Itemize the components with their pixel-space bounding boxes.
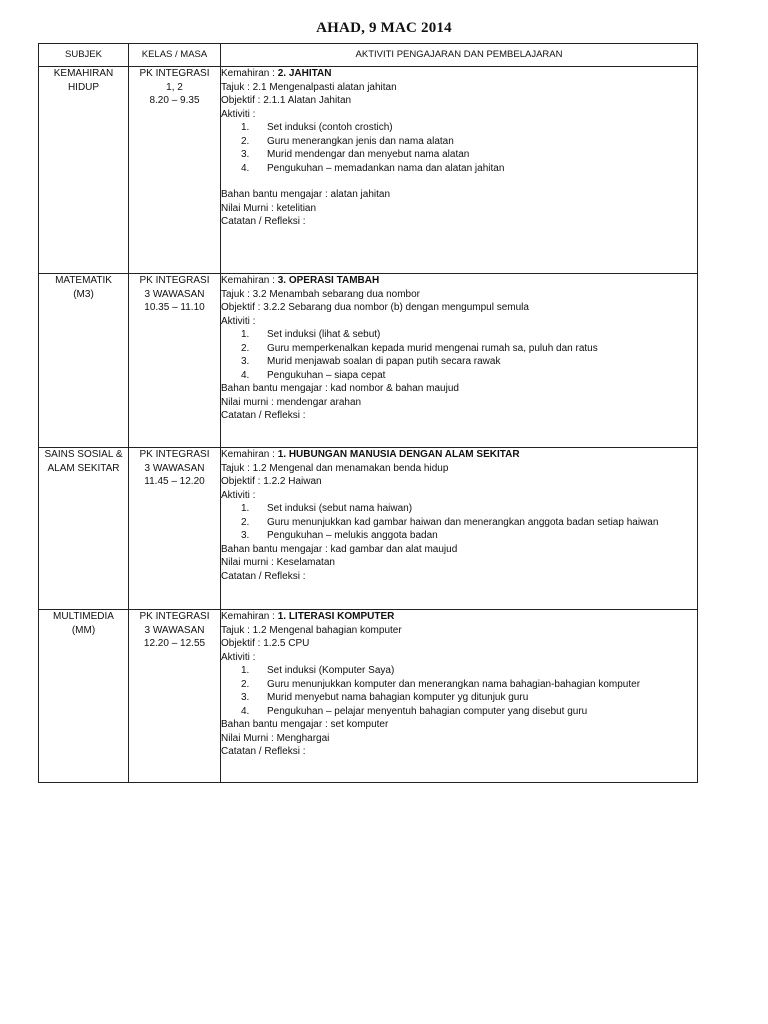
class-name: PK INTEGRASI bbox=[139, 275, 210, 286]
subject-line: (MM) bbox=[71, 624, 96, 636]
item-text: Guru menunjukkan komputer dan menerangkan nama bahagian-bahagian komputer bbox=[267, 678, 641, 690]
activity-cell bbox=[221, 274, 698, 448]
bahan-line: Bahan bantu mengajar : kad gambar dan alat maujud bbox=[221, 543, 458, 555]
item-text: Guru memperkenalkan kepada murid mengenai rumah sa, puluh dan ratus bbox=[267, 342, 598, 354]
item-text: Pengukuhan – melukis anggota badan bbox=[267, 530, 438, 541]
list-item bbox=[221, 691, 697, 705]
list-item bbox=[221, 502, 697, 516]
list-item bbox=[221, 705, 697, 719]
list-item bbox=[221, 135, 697, 149]
objektif-line: Objektif : 3.2.2 Sebarang dua nombor (b) dengan mengumpul semula bbox=[221, 302, 529, 313]
item-number: 3. bbox=[241, 692, 250, 703]
item-number: 4. bbox=[241, 162, 250, 174]
kemahiran-line bbox=[221, 448, 697, 462]
item-number: 2. bbox=[241, 678, 250, 690]
table-row bbox=[39, 274, 698, 448]
subject-line: ALAM SEKITAR bbox=[47, 462, 120, 474]
table-row bbox=[39, 610, 698, 783]
list-item bbox=[221, 162, 697, 176]
subject-line: HIDUP bbox=[67, 81, 100, 93]
subject-cell bbox=[39, 274, 129, 448]
item-number: 1. bbox=[241, 122, 250, 133]
item-number: 3. bbox=[241, 530, 250, 541]
class-time: 11.45 – 12.20 bbox=[144, 476, 205, 487]
kemahiran-value: 1. LITERASI KOMPUTER bbox=[277, 611, 395, 622]
aktiviti-label: Aktiviti : bbox=[221, 315, 256, 327]
activity-cell bbox=[221, 610, 698, 783]
kemahiran-line bbox=[221, 610, 697, 624]
tajuk-line: Tajuk : 1.2 Mengenal bahagian komputer bbox=[221, 624, 402, 636]
aktiviti-list bbox=[221, 328, 697, 382]
objektif-line: Objektif : 1.2.5 CPU bbox=[221, 638, 310, 649]
aktiviti-label: Aktiviti : bbox=[221, 108, 256, 120]
class-group: 3 WAWASAN bbox=[144, 462, 205, 474]
class-time: 8.20 – 9.35 bbox=[149, 95, 200, 106]
nilai-line: Nilai Murni : Menghargai bbox=[221, 732, 330, 744]
activity-cell bbox=[221, 448, 698, 610]
kemahiran-label: Kemahiran : bbox=[221, 68, 278, 79]
item-text: Murid menjawab soalan di papan putih secara rawak bbox=[267, 356, 501, 367]
list-item bbox=[221, 342, 697, 356]
aktiviti-label: Aktiviti : bbox=[221, 489, 256, 501]
list-item bbox=[221, 148, 697, 162]
kemahiran-label: Kemahiran : bbox=[221, 275, 278, 286]
item-text: Set induksi (lihat & sebut) bbox=[267, 329, 381, 340]
item-number: 2. bbox=[241, 342, 250, 354]
catatan-line: Catatan / Refleksi : bbox=[221, 746, 306, 757]
subject-line: MATEMATIK bbox=[55, 275, 112, 286]
subject-line: KEMAHIRAN bbox=[53, 68, 114, 79]
tajuk-line: Tajuk : 2.1 Mengenalpasti alatan jahitan bbox=[221, 81, 397, 93]
item-number: 2. bbox=[241, 135, 250, 147]
list-item bbox=[221, 529, 697, 543]
table-row bbox=[39, 67, 698, 274]
list-item bbox=[221, 664, 697, 678]
class-time: 12.20 – 12.55 bbox=[143, 638, 206, 649]
header-subjek: SUBJEK bbox=[39, 44, 129, 67]
kemahiran-value: 1. HUBUNGAN MANUSIA DENGAN ALAM SEKITAR bbox=[277, 449, 520, 460]
item-text: Murid menyebut nama bahagian komputer yg ditunjuk guru bbox=[267, 692, 529, 703]
item-number: 3. bbox=[241, 356, 250, 367]
nilai-line: Nilai Murni : ketelitian bbox=[221, 202, 317, 214]
bahan-line: Bahan bantu mengajar : alatan jahitan bbox=[221, 189, 391, 200]
table-row bbox=[39, 448, 698, 610]
class-name: PK INTEGRASI bbox=[139, 68, 210, 79]
bahan-line: Bahan bantu mengajar : kad nombor & bahan maujud bbox=[221, 383, 459, 394]
header-kelas-masa: KELAS / MASA bbox=[129, 44, 221, 67]
activity-cell bbox=[221, 67, 698, 274]
class-time-cell bbox=[129, 610, 221, 783]
class-group: 3 WAWASAN bbox=[144, 288, 205, 300]
item-number: 1. bbox=[241, 329, 250, 340]
item-text: Set induksi (contoh crostich) bbox=[267, 122, 393, 133]
aktiviti-list bbox=[221, 664, 697, 718]
list-item bbox=[221, 678, 697, 692]
item-text: Murid mendengar dan menyebut nama alatan bbox=[267, 149, 470, 160]
list-item bbox=[221, 355, 697, 369]
kemahiran-line bbox=[221, 67, 697, 81]
item-text: Pengukuhan – siapa cepat bbox=[267, 369, 386, 381]
class-time-cell bbox=[129, 67, 221, 274]
list-item bbox=[221, 516, 697, 530]
item-text: Pengukuhan – memadankan nama dan alatan jahitan bbox=[267, 162, 505, 174]
item-number: 2. bbox=[241, 516, 250, 528]
header-aktiviti: AKTIVITI PENGAJARAN DAN PEMBELAJARAN bbox=[221, 44, 698, 67]
class-name: PK INTEGRASI bbox=[139, 449, 210, 460]
objektif-line: Objektif : 2.1.1 Alatan Jahitan bbox=[221, 95, 352, 106]
subject-cell bbox=[39, 448, 129, 610]
item-number: 4. bbox=[241, 369, 250, 381]
item-number: 3. bbox=[241, 149, 250, 160]
table-header-row bbox=[39, 44, 698, 67]
nilai-line: Nilai murni : Keselamatan bbox=[221, 557, 335, 568]
item-number: 1. bbox=[241, 665, 250, 676]
page-title: AHAD, 9 MAC 2014 bbox=[316, 20, 452, 36]
nilai-line: Nilai murni : mendengar arahan bbox=[221, 396, 362, 408]
subject-line: (M3) bbox=[73, 288, 94, 300]
tajuk-line: Tajuk : 1.2 Mengenal dan menamakan benda hidup bbox=[221, 462, 449, 474]
catatan-line: Catatan / Refleksi : bbox=[221, 410, 306, 421]
subject-cell bbox=[39, 67, 129, 274]
kemahiran-line bbox=[221, 274, 697, 288]
class-name: PK INTEGRASI bbox=[139, 611, 210, 622]
item-text: Set induksi (sebut nama haiwan) bbox=[267, 503, 413, 514]
item-number: 1. bbox=[241, 503, 250, 514]
class-group: 1, 2 bbox=[166, 81, 183, 93]
aktiviti-label: Aktiviti : bbox=[221, 651, 256, 663]
class-time: 10.35 – 11.10 bbox=[144, 302, 205, 313]
tajuk-line: Tajuk : 3.2 Menambah sebarang dua nombor bbox=[221, 288, 421, 300]
objektif-line: Objektif : 1.2.2 Haiwan bbox=[221, 476, 322, 487]
list-item bbox=[221, 328, 697, 342]
item-text: Guru menunjukkan kad gambar haiwan dan menerangkan anggota badan setiap haiwan bbox=[267, 516, 659, 528]
item-text: Set induksi (Komputer Saya) bbox=[267, 665, 395, 676]
list-item bbox=[221, 121, 697, 135]
kemahiran-value: 2. JAHITAN bbox=[277, 68, 332, 79]
bahan-line: Bahan bantu mengajar : set komputer bbox=[221, 719, 389, 730]
class-time-cell bbox=[129, 274, 221, 448]
aktiviti-list bbox=[221, 121, 697, 175]
catatan-line: Catatan / Refleksi : bbox=[221, 216, 306, 227]
kemahiran-label: Kemahiran : bbox=[221, 449, 278, 460]
kemahiran-label: Kemahiran : bbox=[221, 611, 278, 622]
class-group: 3 WAWASAN bbox=[144, 624, 205, 636]
item-text: Pengukuhan – pelajar menyentuh bahagian computer yang disebut guru bbox=[267, 705, 588, 717]
kemahiran-value: 3. OPERASI TAMBAH bbox=[277, 275, 380, 286]
subject-line: SAINS SOSIAL & bbox=[44, 449, 123, 460]
item-text: Guru menerangkan jenis dan nama alatan bbox=[267, 135, 454, 147]
class-time-cell bbox=[129, 448, 221, 610]
subject-cell bbox=[39, 610, 129, 783]
catatan-line: Catatan / Refleksi : bbox=[221, 570, 306, 582]
subject-line: MULTIMEDIA bbox=[53, 611, 114, 622]
aktiviti-list bbox=[221, 502, 697, 543]
lesson-plan-table bbox=[38, 43, 698, 783]
list-item bbox=[221, 369, 697, 383]
item-number: 4. bbox=[241, 705, 250, 717]
